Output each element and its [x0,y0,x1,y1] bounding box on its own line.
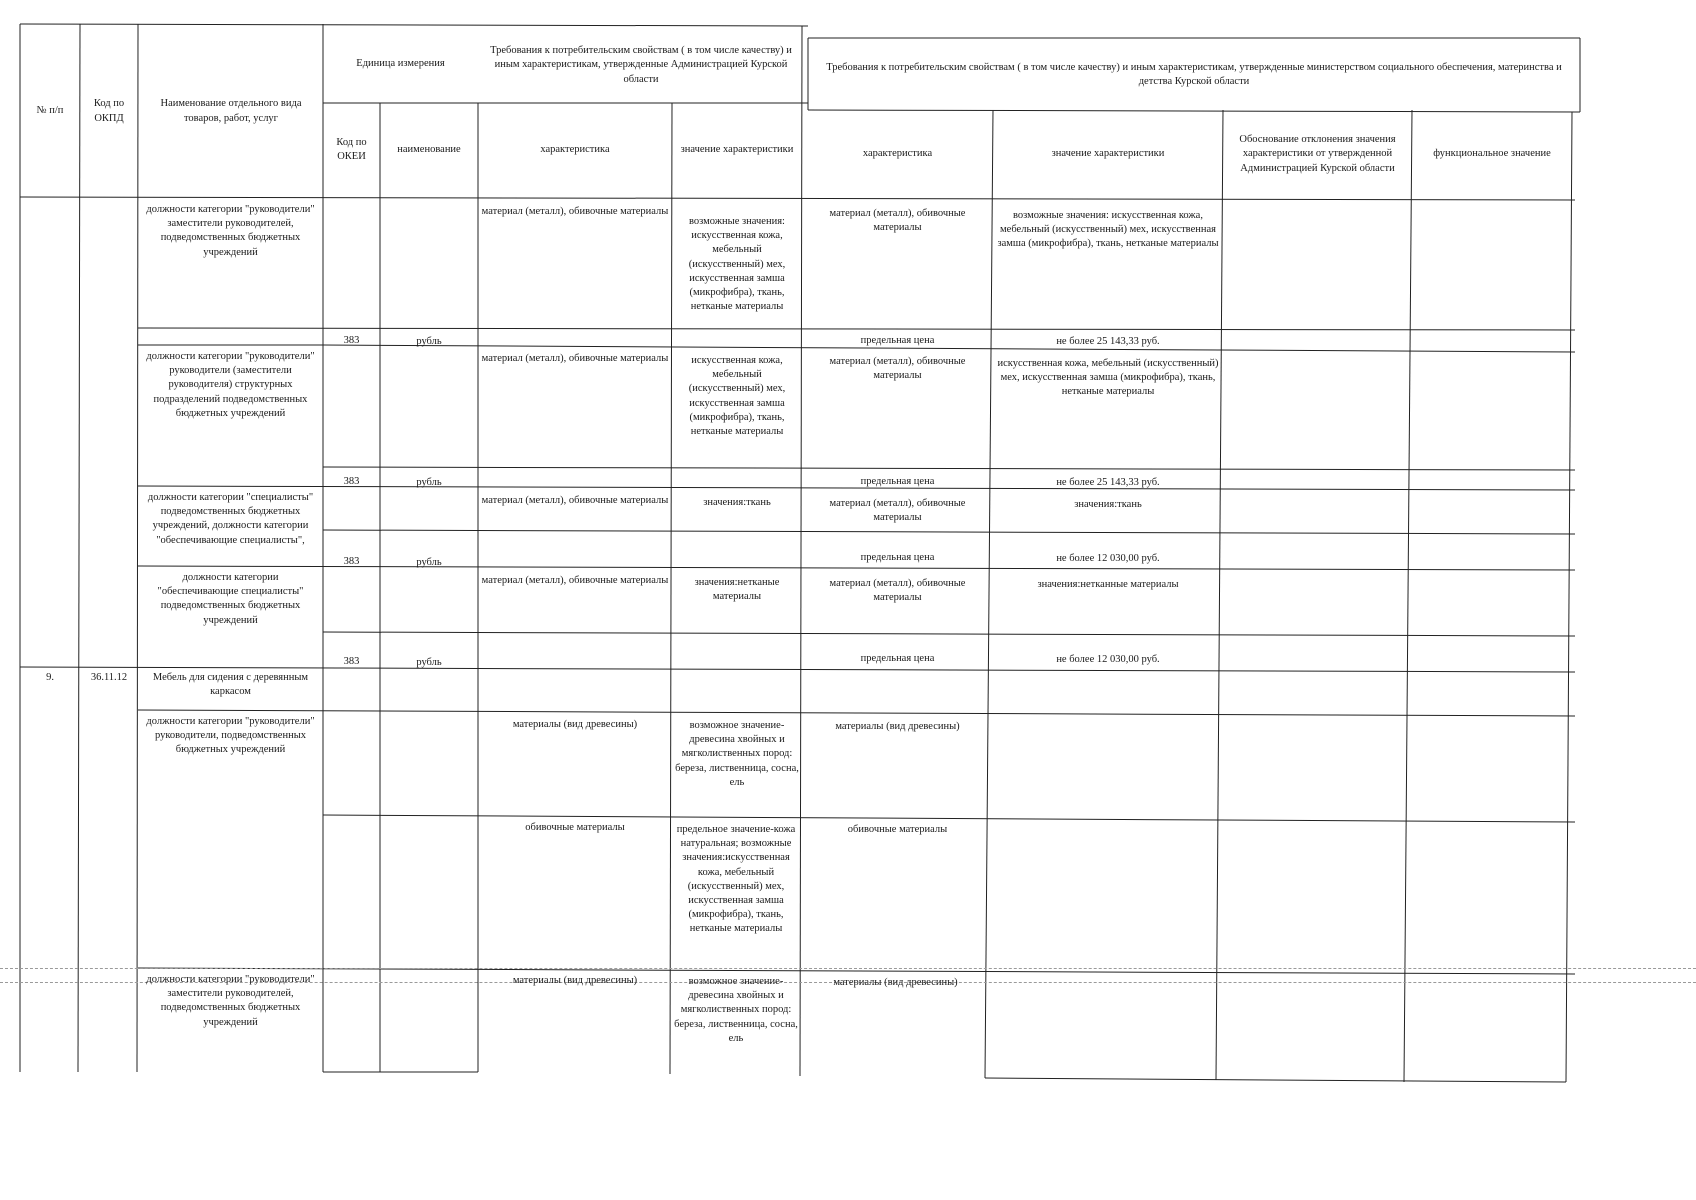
row6-admin-val: возможное значение-древесина хвойных и мягколиственных пород: береза, лиственница, сосна, ель [675,720,799,788]
row7-admin-char: обивочные материалы [525,822,625,833]
row5-okpd: 36.11.12 [90,672,128,683]
row8-admin-char: материалы (вид древесины) [512,975,638,986]
row4-ministry-char: материал (металл), обивочные материалы [829,578,966,604]
row3-admin-char: материал (металл), обивочные материалы [481,495,669,506]
header-admin-group: Требования к потребительским свойствам ( в том числе качеству) и иным характеристикам, утвержденные Администрацией Курской области [490,45,792,85]
row3-name: должности категории "специалисты" подведомственных бюджетных учреждений, должности категории "обеспечивающие специалисты", [147,492,314,546]
header-admin-char: характеристика [540,143,610,155]
row6-name: должности категории "руководители" руководители, подведомственных бюджетных учреждений [146,716,315,756]
row1-ministry-char: материал (металл), обивочные материалы [829,208,966,234]
row2-admin-val: искусственная кожа, мебельный (искусственный) мех, искусственная замша (микрофибра), ткань, нетканые материалы [688,355,786,437]
header-unit-code: Код по ОКЕИ [336,136,367,162]
row3-price-unit: рубль [416,557,442,568]
row4-admin-val: значения:нетканые материалы [694,577,780,603]
row4-price-unit: рубль [416,657,442,668]
row4-name: должности категории "обеспечивающие специалисты" подведомственных бюджетных учреждений [157,572,304,626]
row1-ministry-val: возможные значения: искусственная кожа, мебельный (искусственный) мех, искусственная замша (микрофибра), ткань, нетканые материалы [997,210,1219,250]
header-unit-group: Единица измерения [356,58,445,70]
row4-price-ministry-val: не более 12 030,00 руб. [1056,654,1160,665]
header-ministry-val: значение характеристики [1051,148,1165,160]
row1-price-code: 383 [343,335,360,346]
header-num: № п/п [36,105,64,117]
row5-name: Мебель для сидения с деревянным каркасом [152,672,309,698]
header-name: Наименование отдельного вида товаров, работ, услуг [160,98,302,124]
row1-name: должности категории "руководители" заместители руководителей, подведомственных бюджетных учреждений [146,204,315,258]
row1-price-unit: рубль [416,336,442,347]
row3-price-ministry-char: предельная цена [860,552,935,563]
row4-ministry-val: значения:нетканные материалы [1037,579,1179,590]
header-ministry-char: характеристика [862,148,933,160]
row4-price-ministry-char: предельная цена [860,653,935,664]
header-ministry-functional: функциональное значение [1433,148,1551,160]
header-ministry-justification: Обоснование отклонения значения характеристики от утвержденной Администрацией Курской области [1239,134,1396,174]
header-unit-name: наименование [397,143,461,155]
row3-admin-val: значения:ткань [703,497,771,508]
row4-admin-char: материал (металл), обивочные материалы [481,575,669,586]
header-okpd: Код по ОКПД [93,98,125,124]
row2-admin-char: материал (металл), обивочные материалы [481,353,669,364]
row8-ministry-char: материалы (вид древесины) [833,977,958,988]
row1-price-ministry-char: предельная цена [860,335,935,346]
row3-price-code: 383 [343,556,360,567]
row2-price-ministry-char: предельная цена [860,476,935,487]
row7-admin-val: предельное значение-кожа натуральная; возможные значения:искусственная кожа, мебельный (искусственный) мех, искусственная замша (микрофибра), ткань, нетканые материалы [676,824,796,935]
row3-price-ministry-val: не более 12 030,00 руб. [1056,553,1160,564]
row8-admin-val: возможное значение-древесина хвойных и мягколиственных пород: береза, лиственница, сосна, ель [674,976,798,1044]
row2-ministry-val: искусственная кожа, мебельный (искусственный) мех, искусственная замша (микрофибра), ткань, нетканые материалы [997,358,1219,398]
row1-admin-char: материал (металл), обивочные материалы [481,206,669,217]
row7-ministry-char: обивочные материалы [847,824,948,835]
row2-price-ministry-val: не более 25 143,33 руб. [1056,477,1160,488]
row5-num: 9. [46,672,54,683]
row3-ministry-val: значения:ткань [1074,499,1142,510]
row4-price-code: 383 [343,656,360,667]
header-ministry-group: Требования к потребительским свойствам ( в том числе качеству) и иным характеристикам, утвержденные министерством социального обеспечения, материнства и детства Курской области [826,61,1562,87]
row2-ministry-char: материал (металл), обивочные материалы [829,356,966,382]
row1-admin-val: возможные значения: искусственная кожа, мебельный (искусственный) мех, искусственная замша (микрофибра), ткань, нетканые материалы [688,216,786,313]
row3-ministry-char: материал (металл), обивочные материалы [829,498,966,524]
row2-price-code: 383 [343,476,360,487]
header-admin-val: значение характеристики [680,143,794,155]
row1-price-ministry-val: не более 25 143,33 руб. [1056,336,1160,347]
row2-name: должности категории "руководители" руководители (заместители руководителя) структурных подразделений подведомственных бюджетных учреждений [146,351,315,419]
row6-admin-char: материалы (вид древесины) [512,719,638,730]
row2-price-unit: рубль [416,477,442,488]
row6-ministry-char: материалы (вид древесины) [835,721,960,732]
row8-name: должности категории "руководители" заместители руководителей, подведомственных бюджетных учреждений [146,974,315,1028]
